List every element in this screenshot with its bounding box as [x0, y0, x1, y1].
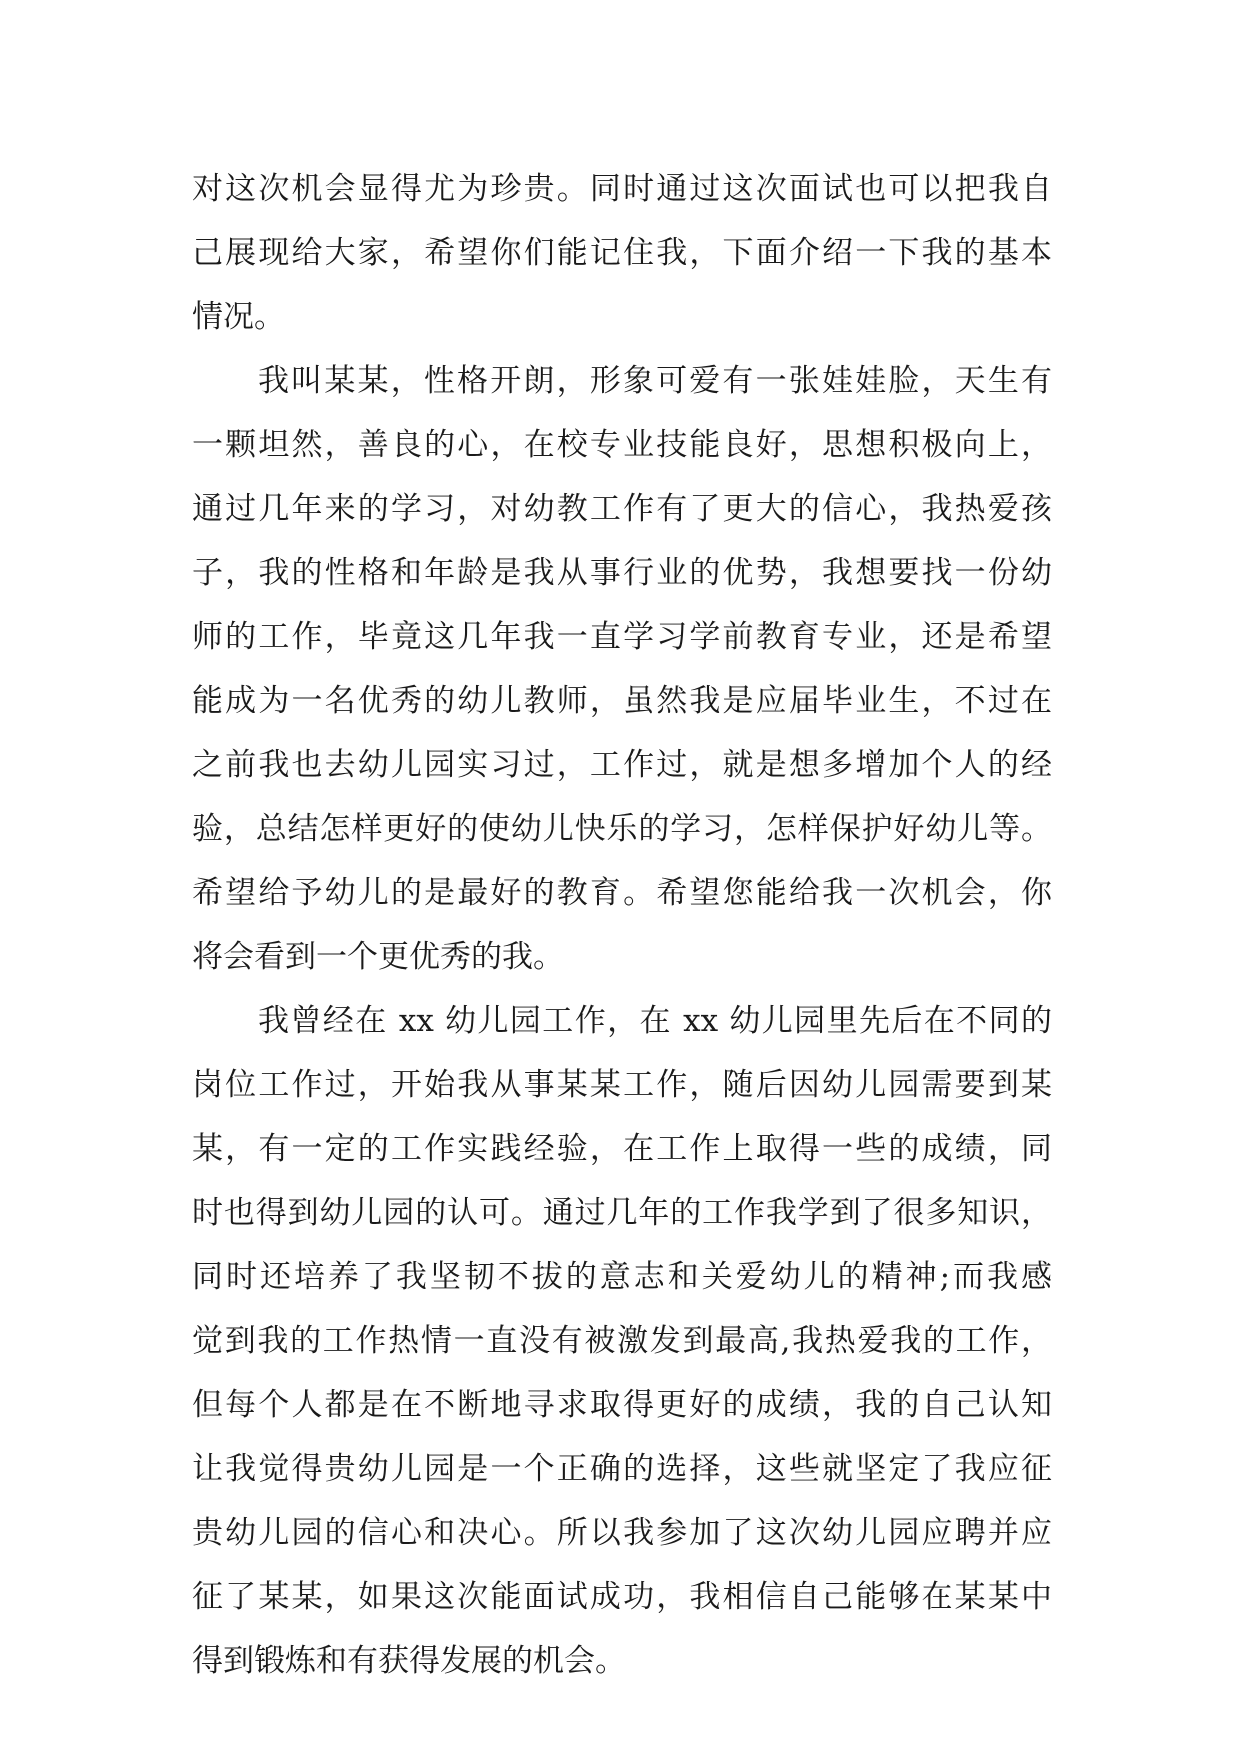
text-line: 岗位工作过，开始我从事某某工作，随后因幼儿园需要到某 [192, 1067, 1052, 1103]
text-line: 己展现给大家，希望你们能记住我，下面介绍一下我的基本 [192, 235, 1052, 271]
text-line: 某，有一定的工作实践经验，在工作上取得一些的成绩，同 [192, 1131, 1052, 1167]
text-line: 但每个人都是在不断地寻求取得更好的成绩，我的自己认知 [192, 1387, 1052, 1423]
text-line: 同时还培养了我坚韧不拔的意志和关爱幼儿的精神;而我感 [192, 1259, 1052, 1295]
text-line: 征了某某，如果这次能面试成功，我相信自己能够在某某中 [192, 1579, 1052, 1615]
text-line: 我曾经在 xx 幼儿园工作，在 xx 幼儿园里先后在不同的 [258, 1003, 1052, 1039]
text-line: 让我觉得贵幼儿园是一个正确的选择，这些就坚定了我应征 [192, 1451, 1052, 1487]
text-line: 觉到我的工作热情一直没有被激发到最高,我热爱我的工作， [192, 1323, 1052, 1359]
paragraph [192, 349, 1052, 989]
text-line: 将会看到一个更优秀的我。 [192, 939, 564, 975]
text-line: 之前我也去幼儿园实习过，工作过，就是想多增加个人的经 [192, 747, 1052, 783]
text-line: 我叫某某，性格开朗，形象可爱有一张娃娃脸，天生有 [258, 363, 1052, 399]
text-line: 通过几年来的学习，对幼教工作有了更大的信心，我热爱孩 [192, 491, 1052, 527]
text-line: 对这次机会显得尤为珍贵。同时通过这次面试也可以把我自 [192, 171, 1052, 207]
document-body [192, 157, 1052, 1693]
text-line: 一颗坦然，善良的心，在校专业技能良好，思想积极向上， [192, 427, 1052, 463]
text-line: 情况。 [192, 299, 285, 335]
text-line: 时也得到幼儿园的认可。通过几年的工作我学到了很多知识， [192, 1195, 1052, 1231]
text-line: 子，我的性格和年龄是我从事行业的优势，我想要找一份幼 [192, 555, 1052, 591]
text-line: 希望给予幼儿的是最好的教育。希望您能给我一次机会，你 [192, 875, 1052, 911]
text-line: 贵幼儿园的信心和决心。所以我参加了这次幼儿园应聘并应 [192, 1515, 1052, 1551]
paragraph [192, 989, 1052, 1693]
paragraph [192, 157, 1052, 349]
text-line: 师的工作，毕竟这几年我一直学习学前教育专业，还是希望 [192, 619, 1052, 655]
text-line: 能成为一名优秀的幼儿教师，虽然我是应届毕业生，不过在 [192, 683, 1052, 719]
text-line: 验，总结怎样更好的使幼儿快乐的学习，怎样保护好幼儿等。 [192, 811, 1052, 847]
text-line: 得到锻炼和有获得发展的机会。 [192, 1643, 626, 1679]
